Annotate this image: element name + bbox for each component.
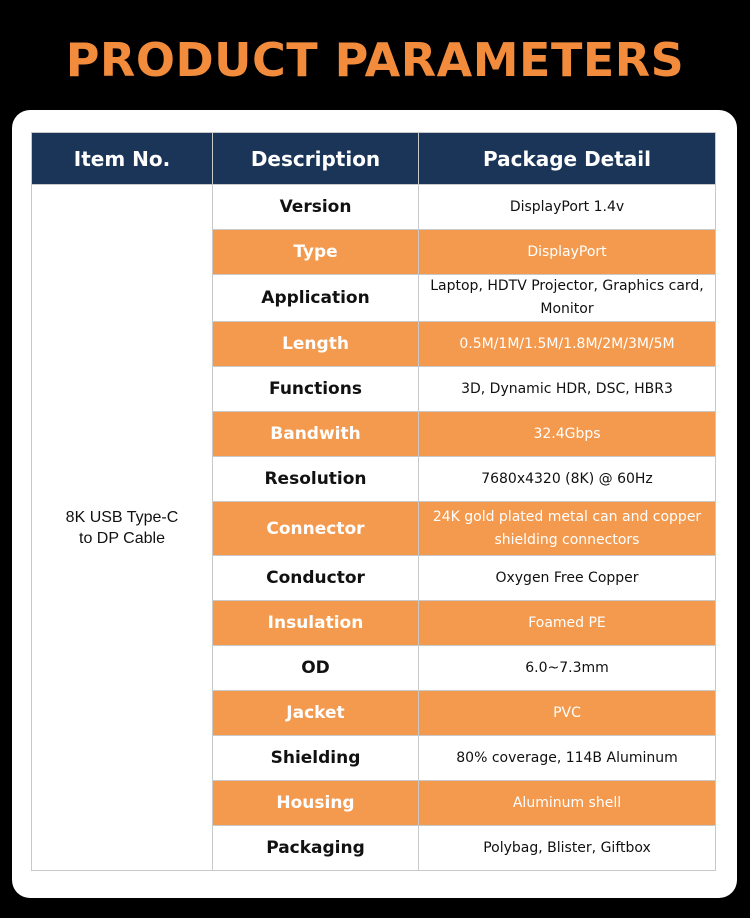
row-value: 6.0~7.3mm	[419, 646, 716, 691]
row-label: Bandwith	[213, 412, 419, 457]
row-label: Shielding	[213, 736, 419, 781]
row-label: OD	[213, 646, 419, 691]
table-row	[32, 185, 716, 230]
header-description: Description	[213, 133, 419, 185]
row-label: Application	[213, 275, 419, 322]
row-value: 80% coverage, 114B Aluminum	[419, 736, 716, 781]
row-value: Laptop, HDTV Projector, Graphics card, Monitor	[419, 275, 716, 322]
row-value: 0.5M/1M/1.5M/1.8M/2M/3M/5M	[419, 322, 716, 367]
item-no-value: 8K USB Type-C to DP Cable	[65, 508, 179, 547]
row-label: Resolution	[213, 457, 419, 502]
row-value: 7680x4320 (8K) @ 60Hz	[419, 457, 716, 502]
table-header-row	[32, 133, 716, 185]
row-label: Packaging	[213, 826, 419, 871]
page-title: PRODUCT PARAMETERS	[65, 33, 685, 87]
row-label: Functions	[213, 367, 419, 412]
row-value: Polybag, Blister, Giftbox	[419, 826, 716, 871]
row-label: Jacket	[213, 691, 419, 736]
row-label: Insulation	[213, 601, 419, 646]
row-label: Type	[213, 230, 419, 275]
row-label: Housing	[213, 781, 419, 826]
row-value: Oxygen Free Copper	[419, 556, 716, 601]
row-value: 3D, Dynamic HDR, DSC, HBR3	[419, 367, 716, 412]
header-package-detail: Package Detail	[419, 133, 716, 185]
item-no-cell	[32, 185, 213, 871]
row-label: Version	[213, 185, 419, 230]
row-value: DisplayPort 1.4v	[419, 185, 716, 230]
row-value: DisplayPort	[419, 230, 716, 275]
row-label: Length	[213, 322, 419, 367]
parameters-table	[31, 132, 716, 871]
row-label: Connector	[213, 502, 419, 556]
row-value: 24K gold plated metal can and copper shielding connectors	[419, 502, 716, 556]
parameters-card	[12, 110, 737, 898]
row-value: Aluminum shell	[419, 781, 716, 826]
row-value: 32.4Gbps	[419, 412, 716, 457]
row-value: PVC	[419, 691, 716, 736]
row-label: Conductor	[213, 556, 419, 601]
row-value: Foamed PE	[419, 601, 716, 646]
header-item-no: Item No.	[32, 133, 213, 185]
